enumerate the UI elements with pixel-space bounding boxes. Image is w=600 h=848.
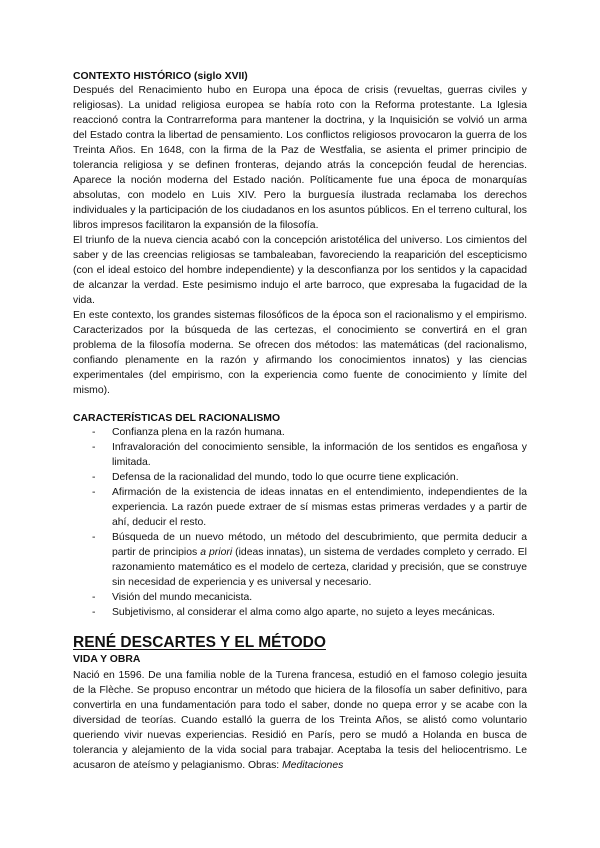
paragraph-text: Nació en 1596. De una familia noble de la Turena francesa, estudió en el famoso colegio jesuita de la Flèche. Se propuso encontrar un método que hiciera de la filosofía un saber definitivo, para convertirla en una fundamentación para todo el saber, donde no quepa error y se acabe con la diversidad de teorías. Cuando estalló la guerra de los Treinta Años, se alistó como voluntario queriendo vivir nuevas experiencias. Residió en París, pero se mudó a Holanda en busca de tolerancia y alejamiento de la vida social para trabajar. Aceptaba la tesis del heliocentrismo. Le acusaron de ateísmo y pelagianismo. Obras: (73, 670, 527, 771)
bullet-dash: - (92, 472, 96, 483)
list-item-italic: a priori (200, 547, 233, 558)
list-item (92, 470, 527, 485)
bullet-dash: - (92, 592, 96, 603)
list-item (92, 605, 527, 620)
contexto-paragraph-3: En este contexto, los grandes sistemas filosóficos de la época son el racionalismo y el empirismo. Caracterizados por la búsqueda de las certezas, el conocimiento se convertirá en el gran problema de la filosofía moderna. Se ofrecen dos métodos: las matemáticas (del racionalismo, confiando plenamente en la razón y afirmando los conocimientos innatos) y las ciencias experimentales (del empirismo, con la experiencia como fuente de conocimiento y límite del mismo). (73, 310, 527, 396)
racionalismo-list (73, 425, 527, 620)
bullet-dash: - (92, 487, 96, 498)
list-item (92, 425, 527, 440)
section-title-contexto: CONTEXTO HISTÓRICO (siglo XVII) (73, 71, 248, 82)
bullet-dash: - (92, 442, 96, 453)
contexto-paragraph-1: Después del Renacimiento hubo en Europa una época de crisis (revueltas, guerras civiles y religiosas). La unidad religiosa europea se había roto con la Reforma protestante. La Iglesia reaccionó contra la Contrarreforma para mantener la doctrina, y la Inquisición se volvió un arma del Estado contra la libertad de pensamiento. Los conflictos religiosos provocaron la guerra de los Treinta Años. En 1648, con la firma de la Paz de Westfalia, se asienta el primer principio de tolerancia religiosa y se definen fronteras, dejando atrás la concepción feudal de herencias. Aparece la noción moderna del Estado nación. Políticamente fue una época de monarquías absolutas, con modelo en Luis XIV. Pero la burguesía ilustrada reclamaba los derechos individuales y la participación de los ciudadanos en los asuntos públicos. En el terreno cultural, los libros impresos facilitaron la expansión de la filosofía. (73, 85, 527, 231)
subsection-title-vida-obra: VIDA Y OBRA (73, 654, 141, 665)
list-item-text-after: (ideas innatas), un sistema de verdades completo y cerrado. El razonamiento matemático es el modelo de certeza, claridad y precisión, que se construye sin necesidad de experiencia y es universal y necesario. (112, 547, 527, 588)
section-title-racionalismo: CARACTERÍSTICAS DEL RACIONALISMO (73, 413, 281, 424)
bullet-dash: - (92, 607, 96, 618)
list-item (92, 485, 527, 530)
list-item (92, 440, 527, 470)
list-item-text: Subjetivismo, al considerar el alma como algo aparte, no sujeto a leyes mecánicas. (112, 607, 495, 618)
descartes-paragraph-1 (73, 668, 527, 773)
bullet-dash: - (92, 427, 96, 438)
contexto-paragraph-2: El triunfo de la nueva ciencia acabó con la concepción aristotélica del universo. Los cimientos del saber y de las creencias religiosas se tambaleaban, favoreciendo la reaparición del escepticismo (con el ideal estoico del hombre independiente) y la desconfianza por los sentidos y la capacidad de alcanzar la verdad. Este pesimismo indujo el arte barroco, que expresaba la fugacidad de la vida. (73, 235, 527, 306)
spacer (73, 620, 527, 634)
list-item-text: Confianza plena en la razón humana. (112, 427, 285, 438)
list-item (92, 530, 527, 590)
list-item-text: Visión del mundo mecanicista. (112, 592, 253, 603)
spacer (73, 398, 527, 412)
list-item-text: Defensa de la racionalidad del mundo, todo lo que ocurre tiene explicación. (112, 472, 459, 483)
section-title-descartes: RENÉ DESCARTES Y EL MÉTODO (73, 634, 326, 651)
bullet-dash: - (92, 532, 96, 543)
list-item-text: Infravaloración del conocimiento sensible, la información de los sentidos es engañosa y limitada. (112, 442, 527, 468)
paragraph-italic: Meditaciones (282, 760, 344, 771)
list-item (92, 590, 527, 605)
list-item-text: Afirmación de la existencia de ideas innatas en el entendimiento, independientes de la experiencia. La razón puede extraer de sí mismas estas primeras verdades y a partir de ahí, deducir el resto. (112, 487, 527, 528)
list-item-text-before: Búsqueda de un nuevo método, un método del descubrimiento, que permita deducir a partir de principios (112, 532, 527, 558)
